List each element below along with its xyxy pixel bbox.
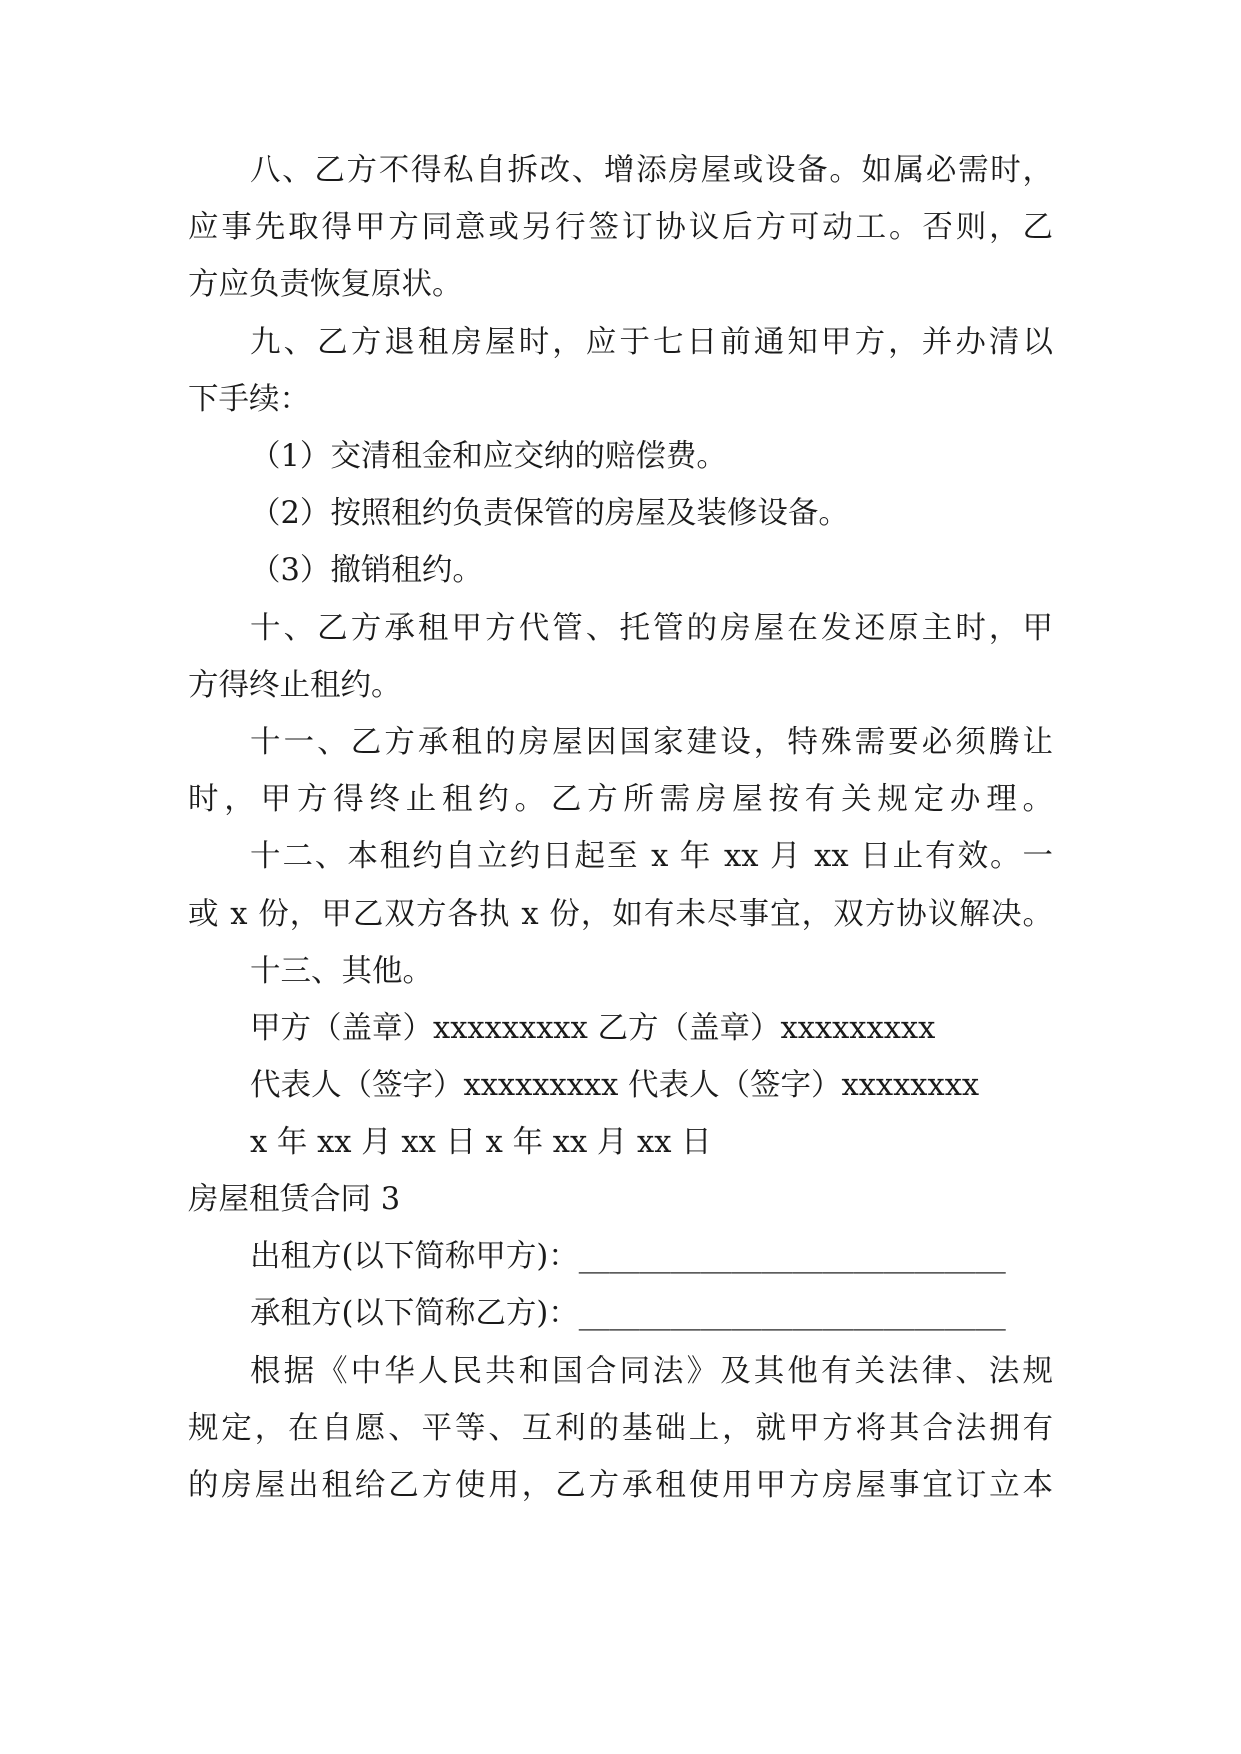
list-item: （3）撤销租约。 <box>250 553 483 588</box>
list-item: （1）交清租金和应交纳的赔偿费。 <box>250 439 727 474</box>
text-line: 规定，在自愿、平等、互利的基础上，就甲方将其合法拥有 <box>188 1411 1053 1446</box>
text-line: 八、乙方不得私自拆改、增添房屋或设备。如属必需时， <box>250 153 1053 188</box>
lessee-field: 承租方(以下简称乙方)：____________________________ <box>250 1296 1006 1331</box>
contract-heading: 房屋租赁合同 3 <box>188 1182 401 1217</box>
signature-line-seal: 甲方（盖章）xxxxxxxxx 乙方（盖章）xxxxxxxxx <box>250 1011 936 1046</box>
text-line: 十、乙方承租甲方代管、托管的房屋在发还原主时，甲 <box>250 611 1053 646</box>
text-line: 应事先取得甲方同意或另行签订协议后方可动工。否则，乙 <box>188 210 1053 245</box>
text-line: 时，甲方得终止租约。乙方所需房屋按有关规定办理。 <box>188 782 1053 817</box>
text-line: 方应负责恢复原状。 <box>188 267 463 302</box>
text-line: 十一、乙方承租的房屋因国家建设，特殊需要必须腾让 <box>250 725 1053 760</box>
signature-line-date: x 年 xx 月 xx 日 x 年 xx 月 xx 日 <box>250 1125 712 1160</box>
text-line: 下手续： <box>188 382 310 417</box>
text-line: 的房屋出租给乙方使用，乙方承租使用甲方房屋事宜订立本 <box>188 1468 1053 1503</box>
text-line: 九、乙方退租房屋时，应于七日前通知甲方，并办清以 <box>250 325 1053 360</box>
text-line: 十二、本租约自立约日起至 x 年 xx 月 xx 日止有效。一 <box>250 839 1053 874</box>
text-line: 十三、其他。 <box>250 954 433 989</box>
text-line: 方得终止租约。 <box>188 668 402 703</box>
text-line: 根据《中华人民共和国合同法》及其他有关法律、法规 <box>250 1354 1053 1389</box>
list-item: （2）按照租约负责保管的房屋及装修设备。 <box>250 496 849 531</box>
lessor-field: 出租方(以下简称甲方)：____________________________ <box>250 1239 1006 1274</box>
signature-line-representative: 代表人（签字）xxxxxxxxx 代表人（签字）xxxxxxxx <box>250 1068 980 1103</box>
text-line: 或 x 份，甲乙双方各执 x 份，如有未尽事宜，双方协议解决。 <box>188 897 1053 932</box>
